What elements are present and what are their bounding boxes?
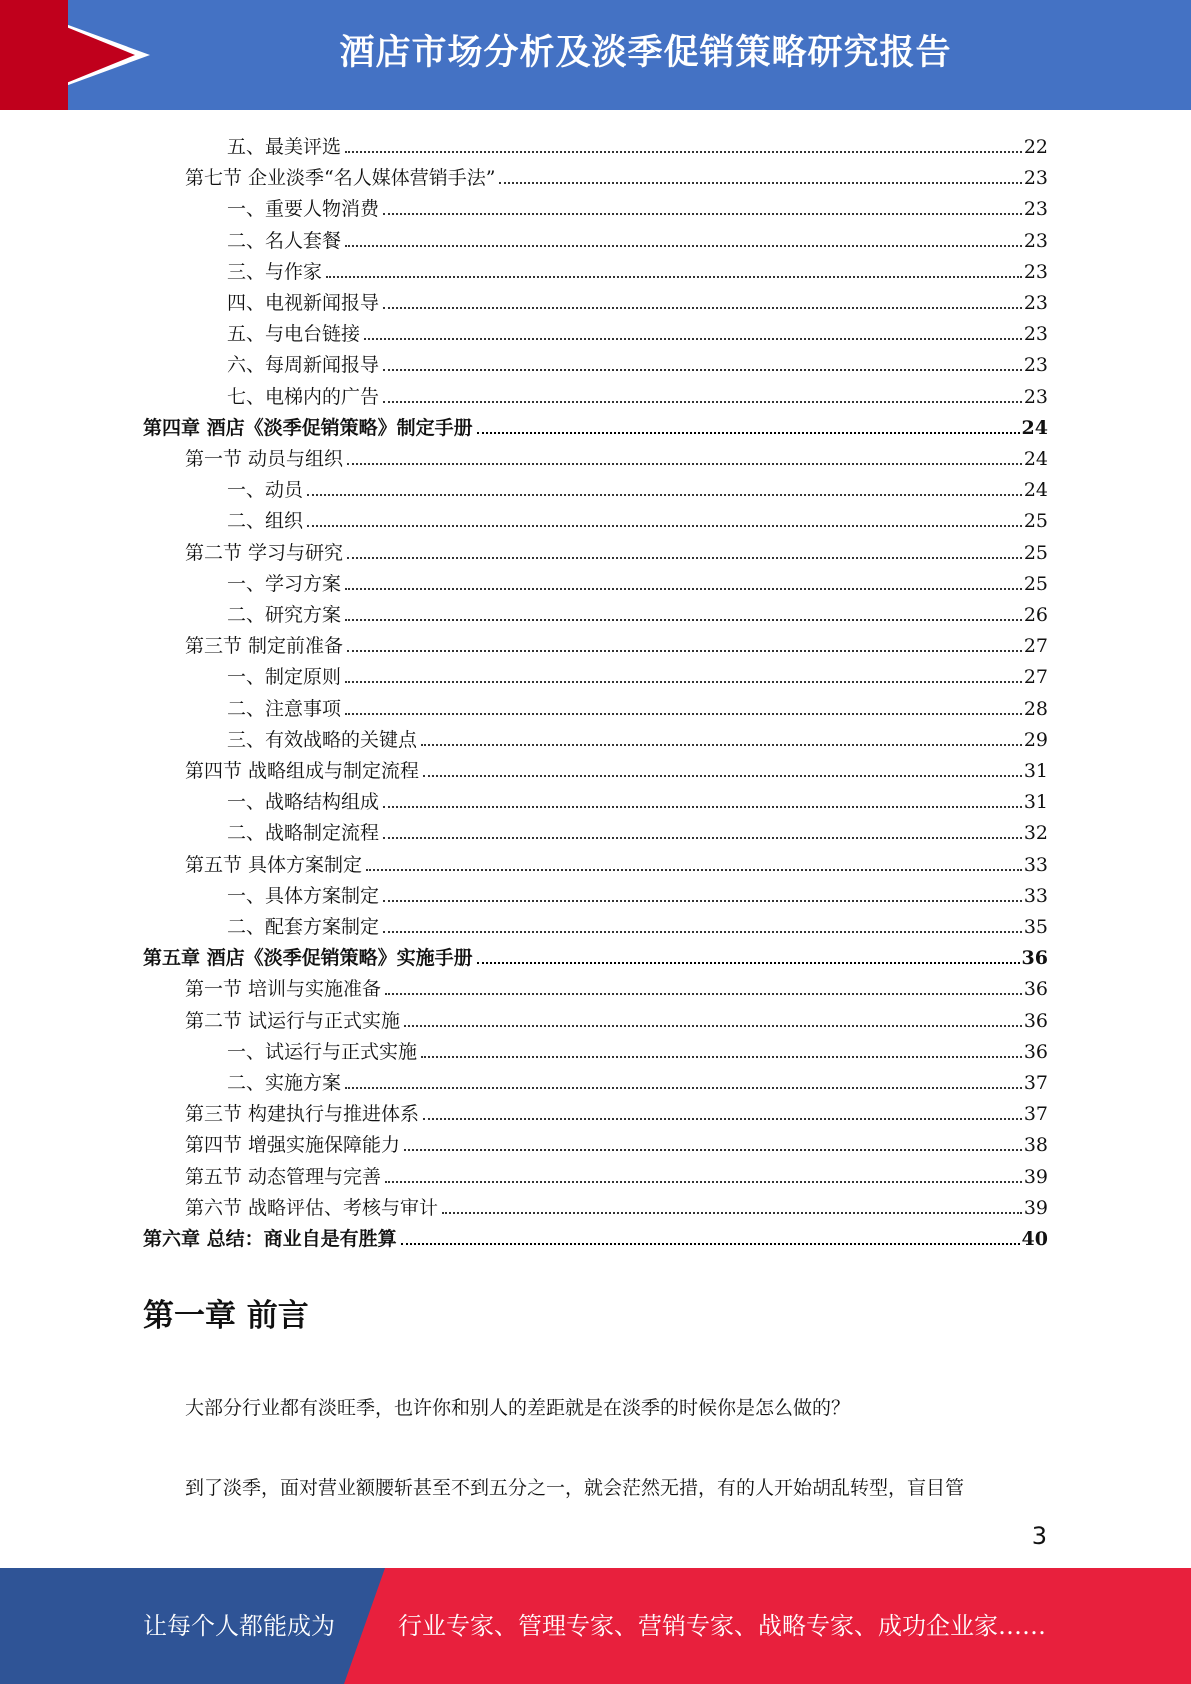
toc-entry-label: 二、注意事项: [227, 697, 342, 720]
toc-entry[interactable]: [227, 471, 1048, 502]
toc-entry-page: 29: [1023, 728, 1048, 751]
toc-entry-label: 一、具体方案制定: [227, 884, 380, 907]
toc-entry-page: 25: [1023, 541, 1048, 564]
toc-dot-leader: [383, 806, 1022, 808]
toc-entry-label: 三、与作家: [227, 260, 323, 283]
toc-entry-page: 27: [1023, 635, 1048, 658]
toc-dot-leader: [383, 931, 1022, 933]
toc-entry-label: 第一节 动员与组织: [185, 448, 344, 470]
footer-slogan-right: 行业专家、管理专家、营销专家、战略专家、成功企业家……: [398, 1612, 1046, 1640]
toc-entry-label: 一、制定原则: [227, 666, 342, 689]
toc-entry-page: 39: [1023, 1165, 1048, 1188]
toc-entry-label: 第一节 培训与实施准备: [185, 978, 382, 1001]
toc-dot-leader: [307, 525, 1022, 527]
toc-entry-page: 23: [1023, 354, 1048, 377]
document-title: 酒店市场分析及淡季促销策略研究报告: [339, 33, 952, 73]
toc-entry-page: 28: [1023, 697, 1048, 720]
toc-entry[interactable]: [185, 1158, 1048, 1189]
toc-dot-leader: [383, 307, 1022, 309]
toc-dot-leader: [385, 993, 1022, 995]
toc-entry-label: 第六章 总结：商业自是有胜算: [143, 1228, 397, 1250]
toc-entry-page: 27: [1023, 666, 1048, 689]
toc-entry-label: 第三节 制定前准备: [185, 635, 344, 658]
toc-entry-label: 五、最美评选: [227, 136, 342, 158]
toc-entry[interactable]: [227, 128, 1048, 159]
toc-entry-page: 33: [1023, 884, 1048, 907]
toc-entry[interactable]: [227, 658, 1048, 689]
toc-entry-label: 二、实施方案: [227, 1072, 342, 1094]
toc-entry[interactable]: [227, 315, 1048, 346]
toc-dot-leader: [423, 1118, 1022, 1120]
toc-entry[interactable]: [227, 502, 1048, 533]
page-footer: [0, 1568, 1191, 1684]
toc-entry-label: 第六节 战略评估、考核与审计: [185, 1196, 439, 1219]
toc-dot-leader: [345, 151, 1022, 153]
toc-entry[interactable]: [227, 346, 1048, 377]
toc-entry[interactable]: [227, 814, 1048, 845]
toc-entry[interactable]: [185, 159, 1048, 190]
toc-entry-label: 第七节 企业淡季“名人媒体营销手法”: [185, 167, 496, 190]
toc-entry[interactable]: [185, 1002, 1048, 1033]
toc-entry[interactable]: [227, 908, 1048, 939]
toc-entry-label: 七、电梯内的广告: [227, 385, 380, 408]
toc-entry[interactable]: [227, 222, 1048, 253]
toc-dot-leader: [383, 900, 1022, 902]
toc-entry-page: 24: [1021, 416, 1048, 439]
toc-entry-page: 35: [1023, 916, 1048, 938]
toc-dot-leader: [383, 213, 1022, 215]
toc-entry-page: 31: [1023, 791, 1048, 814]
page-number: 3: [1031, 1522, 1047, 1550]
toc-entry-page: 23: [1023, 167, 1048, 190]
toc-dot-leader: [423, 775, 1022, 777]
toc-dot-leader: [345, 588, 1022, 590]
toc-dot-leader: [383, 401, 1022, 403]
toc-entry[interactable]: [143, 409, 1048, 440]
toc-entry[interactable]: [185, 752, 1048, 783]
toc-entry-page: 38: [1023, 1134, 1048, 1157]
toc-entry-label: 第四节 增强实施保障能力: [185, 1134, 401, 1157]
header-red-arrow: [0, 0, 135, 110]
toc-entry-label: 第二节 学习与研究: [185, 541, 344, 564]
toc-entry-page: 24: [1023, 448, 1048, 470]
toc-entry[interactable]: [185, 846, 1048, 877]
toc-entry-page: 23: [1023, 229, 1048, 252]
toc-dot-leader: [366, 869, 1022, 871]
toc-dot-leader: [442, 1212, 1022, 1214]
toc-entry-label: 一、重要人物消费: [227, 198, 380, 221]
toc-entry-page: 25: [1023, 572, 1048, 595]
toc-dot-leader: [347, 557, 1022, 559]
toc-entry[interactable]: [185, 440, 1048, 471]
toc-entry-page: 37: [1023, 1103, 1048, 1126]
toc-entry-label: 一、试运行与正式实施: [227, 1040, 418, 1063]
toc-entry-page: 23: [1023, 385, 1048, 408]
body-paragraph-1: 大部分行业都有淡旺季，也许你和别人的差距就是在淡季的时候你是怎么做的？: [185, 1397, 851, 1419]
toc-entry-label: 第四节 战略组成与制定流程: [185, 760, 420, 782]
toc-dot-leader: [421, 1056, 1022, 1058]
toc-entry-page: 22: [1023, 136, 1048, 158]
toc-entry-page: 23: [1023, 260, 1048, 283]
toc-entry[interactable]: [227, 253, 1048, 284]
toc-entry-page: 25: [1023, 510, 1048, 533]
toc-entry[interactable]: [227, 877, 1048, 908]
toc-entry[interactable]: [185, 627, 1048, 658]
toc-entry-label: 四、电视新闻报导: [227, 292, 380, 314]
toc-dot-leader: [401, 1243, 1020, 1245]
toc-entry-label: 第二节 试运行与正式实施: [185, 1009, 401, 1032]
toc-dot-leader: [364, 338, 1022, 340]
toc-dot-leader: [383, 837, 1022, 839]
toc-dot-leader: [326, 276, 1022, 278]
toc-entry[interactable]: [185, 534, 1048, 565]
toc-entry-label: 第五节 具体方案制定: [185, 853, 363, 876]
toc-entry-label: 二、组织: [227, 510, 304, 533]
toc-dot-leader: [421, 744, 1022, 746]
toc-dot-leader: [347, 650, 1022, 652]
toc-entry-label: 二、配套方案制定: [227, 916, 380, 938]
toc-dot-leader: [499, 182, 1021, 184]
body-paragraph-2: 到了淡季，面对营业额腰斩甚至不到五分之一，就会茫然无措，有的人开始胡乱转型，盲目管: [185, 1477, 965, 1499]
toc-dot-leader: [307, 494, 1022, 496]
toc-entry-page: 40: [1021, 1228, 1048, 1250]
toc-entry-label: 第五节 动态管理与完善: [185, 1165, 382, 1188]
toc-entry-page: 26: [1023, 604, 1048, 626]
toc-entry-page: 39: [1023, 1196, 1048, 1219]
toc-entry-label: 二、名人套餐: [227, 229, 342, 252]
toc-dot-leader: [477, 432, 1020, 434]
toc-dot-leader: [385, 1181, 1022, 1183]
footer-slogan-left: 让每个人都能成为: [143, 1612, 335, 1640]
toc-entry-page: 23: [1023, 198, 1048, 221]
toc-entry-label: 三、有效战略的关键点: [227, 728, 418, 751]
toc-dot-leader: [347, 463, 1022, 465]
toc-dot-leader: [345, 1087, 1022, 1089]
toc-entry[interactable]: [227, 1033, 1048, 1064]
toc-entry-page: 37: [1023, 1072, 1048, 1094]
toc-entry-page: 33: [1023, 853, 1048, 876]
toc-entry-page: 36: [1023, 1009, 1048, 1032]
toc-entry-label: 一、动员: [227, 479, 304, 502]
toc-entry[interactable]: [227, 596, 1048, 627]
toc-entry[interactable]: [185, 970, 1048, 1001]
toc-entry[interactable]: [227, 783, 1048, 814]
toc-dot-leader: [345, 619, 1022, 621]
toc-entry-page: 36: [1023, 978, 1048, 1001]
toc-entry[interactable]: [227, 1064, 1048, 1095]
toc-entry[interactable]: [227, 284, 1048, 315]
chapter-heading: 第一章 前言: [143, 1298, 309, 1334]
toc-entry-label: 一、战略结构组成: [227, 791, 380, 814]
toc-entry[interactable]: [143, 1220, 1048, 1251]
toc-dot-leader: [345, 681, 1022, 683]
toc-entry-page: 32: [1023, 822, 1048, 845]
toc-entry[interactable]: [143, 939, 1048, 970]
toc-entry-label: 第三节 构建执行与推进体系: [185, 1103, 420, 1126]
toc-dot-leader: [345, 245, 1022, 247]
toc-entry-page: 36: [1021, 947, 1048, 970]
toc-dot-leader: [383, 369, 1022, 371]
toc-entry-page: 36: [1023, 1040, 1048, 1063]
toc-dot-leader: [404, 1149, 1022, 1151]
toc-dot-leader: [477, 962, 1020, 964]
toc-entry-page: 23: [1023, 292, 1048, 314]
toc-entry-label: 六、每周新闻报导: [227, 354, 380, 377]
toc-entry-page: 24: [1023, 479, 1048, 502]
toc-entry[interactable]: [227, 721, 1048, 752]
toc-entry[interactable]: [227, 690, 1048, 721]
toc-entry-page: 23: [1023, 323, 1048, 346]
toc-entry-label: 二、研究方案: [227, 604, 342, 626]
toc-entry-label: 五、与电台链接: [227, 323, 361, 346]
page-header: [0, 0, 1191, 110]
toc-entry[interactable]: [185, 1095, 1048, 1126]
toc-entry[interactable]: [227, 190, 1048, 221]
toc-entry[interactable]: [185, 1126, 1048, 1157]
toc-entry[interactable]: [185, 1189, 1048, 1220]
toc-entry-page: 31: [1023, 760, 1048, 782]
toc-entry[interactable]: [227, 378, 1048, 409]
toc-entry-label: 第五章 酒店《淡季促销策略》实施手册: [143, 947, 473, 970]
toc-entry-label: 第四章 酒店《淡季促销策略》制定手册: [143, 416, 473, 439]
toc-entry[interactable]: [227, 565, 1048, 596]
toc-dot-leader: [404, 1025, 1022, 1027]
toc-entry-label: 二、战略制定流程: [227, 822, 380, 845]
toc-entry-label: 一、学习方案: [227, 572, 342, 595]
toc-dot-leader: [345, 713, 1022, 715]
